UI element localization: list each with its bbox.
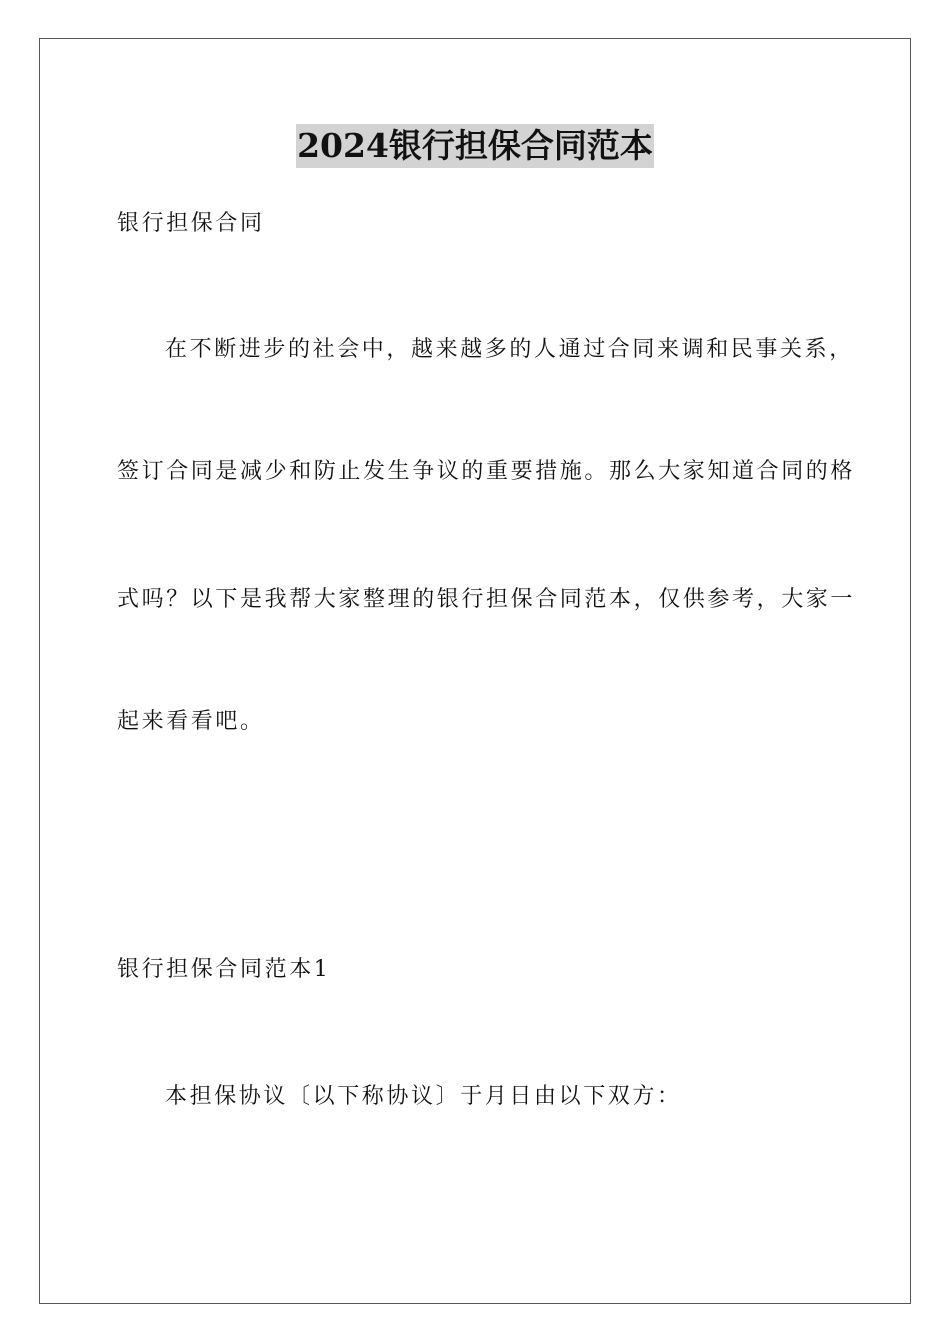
intro-line-4: 起来看看吧。 [117,709,265,734]
subtitle: 银行担保合同 [117,211,265,236]
intro-line-3: 式吗？以下是我帮大家整理的银行担保合同范本，仅供参考，大家一 [117,587,856,612]
intro-line-2: 签订合同是减少和防止发生争议的重要措施。那么大家知道合同的格 [117,459,856,484]
intro-line-1: 在不断进步的社会中，越来越多的人通过合同来调和民事关系， [165,337,854,362]
section-heading: 银行担保合同范本1 [117,957,331,982]
document-title: 2024银行担保合同范本 [296,124,654,168]
title-container [0,124,950,168]
section-text: 本担保协议〔以下称协议〕于月日由以下双方： [165,1084,682,1109]
